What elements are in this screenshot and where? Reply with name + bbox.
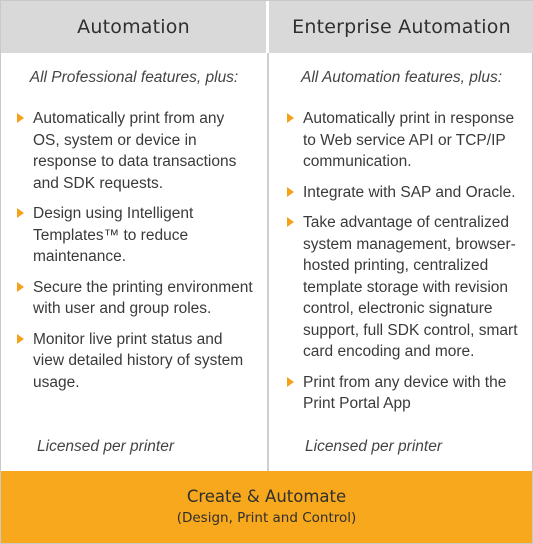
feature-text: Automatically print in response to Web service API or TCP/IP communication. <box>303 110 515 170</box>
column-enterprise-automation <box>269 53 533 471</box>
feature-text: Automatically print from any OS, system or device in response to data transactions and SDK requests. <box>33 110 237 192</box>
column-header-enterprise-automation: Enterprise Automation <box>269 1 533 53</box>
orange-triangle-bullet-icon <box>287 187 294 197</box>
footer-banner <box>1 471 532 543</box>
feature-text: Take advantage of centralized system management, browser-hosted printing, centralized template storage with revision control, electronic signature support, full SDK control, smart card encoding and more. <box>303 214 518 360</box>
orange-triangle-bullet-icon <box>287 377 294 387</box>
feature-item <box>17 277 255 320</box>
orange-triangle-bullet-icon <box>17 282 24 292</box>
licensing-note: Licensed per printer <box>37 438 174 455</box>
feature-item <box>287 372 527 415</box>
header-row <box>1 1 533 53</box>
orange-triangle-bullet-icon <box>287 113 294 123</box>
licensing-note: Licensed per printer <box>305 438 442 455</box>
orange-triangle-bullet-icon <box>287 217 294 227</box>
orange-triangle-bullet-icon <box>17 208 24 218</box>
feature-text: Design using Intelligent Templates™ to reduce maintenance. <box>33 205 194 265</box>
column-subtitle: All Professional features, plus: <box>29 69 239 86</box>
feature-list <box>287 108 527 424</box>
orange-triangle-bullet-icon <box>17 334 24 344</box>
feature-text: Print from any device with the Print Portal App <box>303 373 507 412</box>
feature-item <box>287 182 527 204</box>
feature-item <box>17 329 255 394</box>
footer-subtitle: (Design, Print and Control) <box>176 510 357 526</box>
feature-text: Integrate with SAP and Oracle. <box>303 183 516 201</box>
feature-item <box>287 212 527 363</box>
orange-triangle-bullet-icon <box>17 113 24 123</box>
feature-item <box>17 203 255 268</box>
feature-text: Secure the printing environment with user and group roles. <box>33 278 253 317</box>
feature-item <box>287 108 527 173</box>
column-header-automation: Automation <box>1 1 269 53</box>
footer-title: Create & Automate <box>186 487 347 506</box>
column-automation <box>1 53 269 471</box>
column-subtitle: All Automation features, plus: <box>300 69 503 86</box>
feature-text: Monitor live print status and view detailed history of system usage. <box>33 330 244 391</box>
feature-list <box>17 108 255 402</box>
feature-item <box>17 108 255 194</box>
